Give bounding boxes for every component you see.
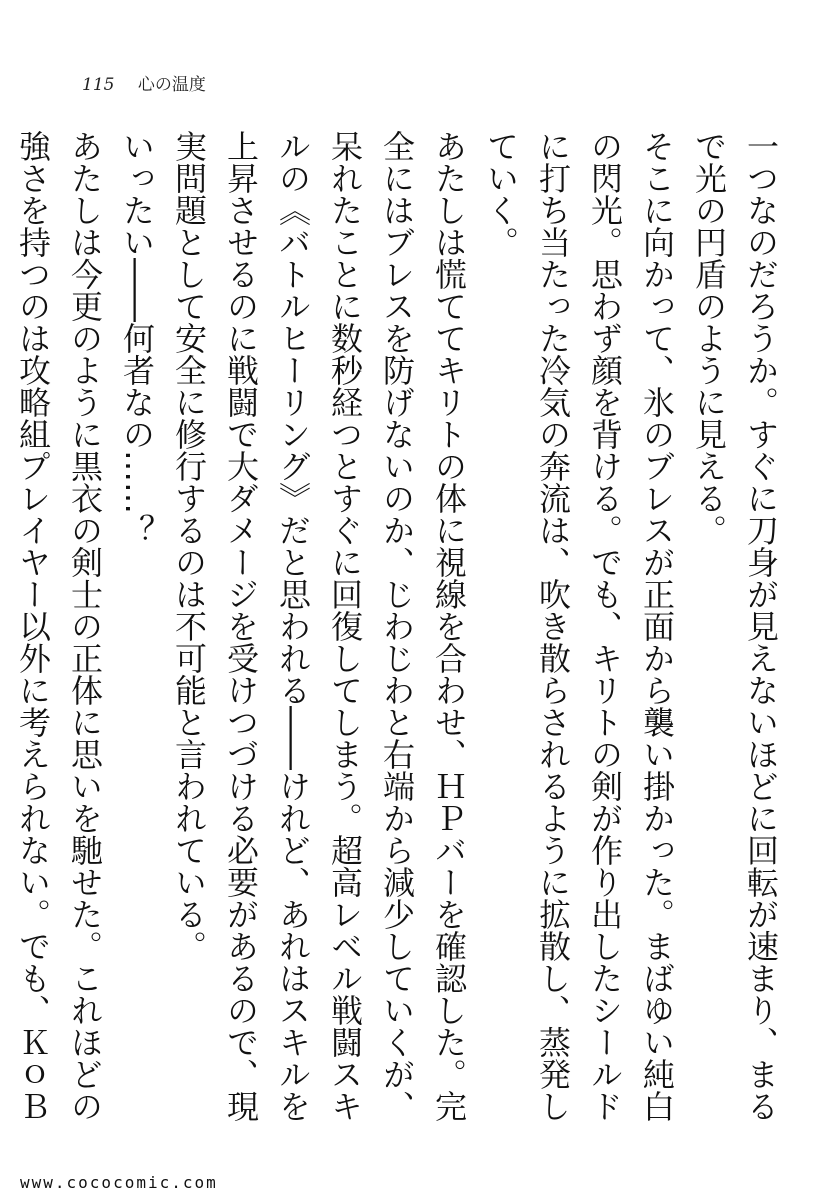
- paragraph: あたしは今更のように黒衣の剣士の正体に思いを馳せた。これほどの強さを持つのは攻略組プレイヤー以外に考えられない。でも、ＫｏＢ: [14, 130, 104, 1122]
- paragraph: いったい――何者なの……？: [118, 130, 156, 546]
- page-number: 115: [82, 75, 115, 95]
- page-header: [82, 70, 206, 95]
- body-text: [14, 130, 787, 1125]
- paragraph: 一つなのだろうか。すぐに刀身が見えないほどに回転が速まり、まるで光の円盾のように見える。: [690, 130, 780, 1122]
- paragraph: あたしは慌ててキリトの体に視線を合わせ、ＨＰバーを確認した。完全にはブレスを防げないのか、じわじわと右端から減少していくが、呆れたことに数秒経つとすぐに回復してしまう。超高レベル戦闘スキルの《バトルヒーリング》だと思われる――けれど、あれはスキルを上昇させるのに戦闘で大ダメージを受けつづける必要があるので、現実問題として安全に修行するのは不可能と言われている。: [170, 130, 468, 1122]
- paragraph: そこに向かって、氷のブレスが正面から襲い掛かった。まばゆい純白の閃光。思わず顔を背ける。でも、キリトの剣が作り出したシールドに打ち当たった冷気の奔流は、吹き散らされるように拡散し、蒸発していく。: [482, 130, 676, 1122]
- watermark: www.cococomic.com: [20, 1173, 218, 1192]
- chapter-title: 心の温度: [137, 75, 206, 95]
